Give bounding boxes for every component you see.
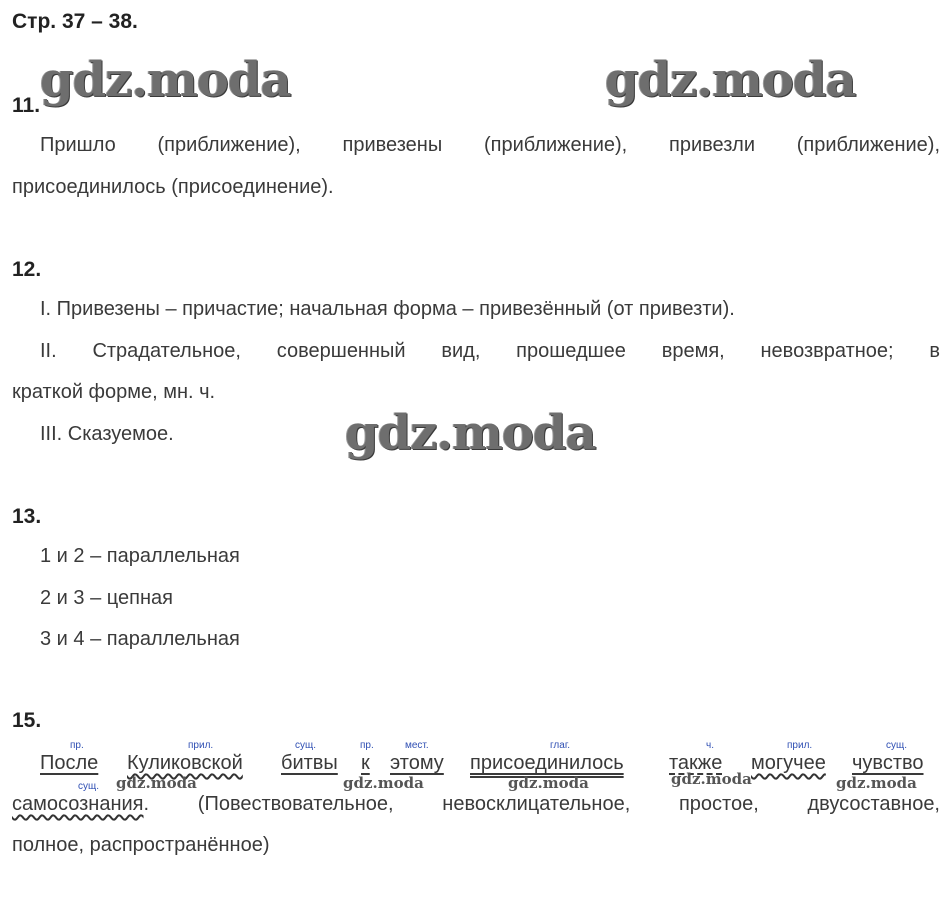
task-13-item: 3 и 4 – параллельная — [40, 628, 240, 650]
task-13-item: 2 и 3 – цепная — [40, 587, 173, 609]
sentence-word: также — [669, 752, 723, 774]
sentence-word: присоединилось — [470, 752, 624, 774]
task-12-number: 12. — [12, 258, 42, 281]
watermark-logo: gdz.moda — [116, 774, 197, 792]
task-12-line-2: II. Страдательное, совершенный вид, прошедшее время, невозвратное; в — [40, 340, 940, 362]
watermark-logo: gdz.moda — [508, 774, 589, 792]
watermark-logo: gdz.moda — [671, 770, 752, 788]
sentence-word: самосознания — [12, 793, 144, 815]
watermark-logo: gdz.moda — [343, 774, 424, 792]
watermark-logo: gdz.moda — [40, 52, 291, 108]
pos-annotation: пр. — [70, 740, 84, 751]
pos-annotation: прил. — [787, 740, 813, 751]
task-11-number: 11. — [12, 94, 41, 117]
task-15-line-2-rest: . (Повествовательное, невосклицательное, простое, двусоставное, — [143, 793, 940, 815]
pos-annotation: сущ. — [886, 740, 908, 751]
task-12-line-4: III. Сказуемое. — [40, 423, 174, 445]
pos-annotation: ч. — [706, 740, 714, 751]
watermark-logo: gdz.moda — [345, 405, 596, 461]
task-12-line-1: I. Привезены – причастие; начальная форма – привезённый (от привезти). — [40, 298, 735, 320]
pos-annotation: глаг. — [550, 740, 571, 751]
sentence-word: После — [40, 752, 99, 774]
task-15-line-2 — [12, 793, 940, 816]
task-15-line-3: полное, распространённое) — [12, 834, 270, 856]
task-11-line-2: присоединилось (присоединение). — [12, 176, 334, 198]
sentence-word: битвы — [281, 752, 338, 774]
watermark-logo: gdz.moda — [836, 774, 917, 792]
pos-annotation: сущ. — [295, 740, 317, 751]
task-15-number: 15. — [12, 709, 42, 732]
sentence-word: к — [361, 752, 370, 774]
pos-annotation: мест. — [405, 740, 429, 751]
task-11-line-1: Пришло (приближение), привезены (приближение), привезли (приближение), — [40, 134, 940, 156]
pos-annotation: пр. — [360, 740, 374, 751]
sentence-word: этому — [390, 752, 444, 774]
sentence-word: чувство — [852, 752, 924, 774]
task-12-line-3: краткой форме, мн. ч. — [12, 381, 216, 403]
sentence-word: могучее — [751, 752, 826, 774]
pos-annotation: прил. — [188, 740, 214, 751]
sentence-word: Куликовской — [127, 752, 243, 774]
watermark-logo: gdz.moda — [605, 52, 856, 108]
task-13-number: 13. — [12, 505, 42, 528]
pos-annotation: сущ. — [78, 781, 100, 792]
page-title: Стр. 37 – 38. — [12, 10, 138, 33]
task-13-item: 1 и 2 – параллельная — [40, 545, 240, 567]
